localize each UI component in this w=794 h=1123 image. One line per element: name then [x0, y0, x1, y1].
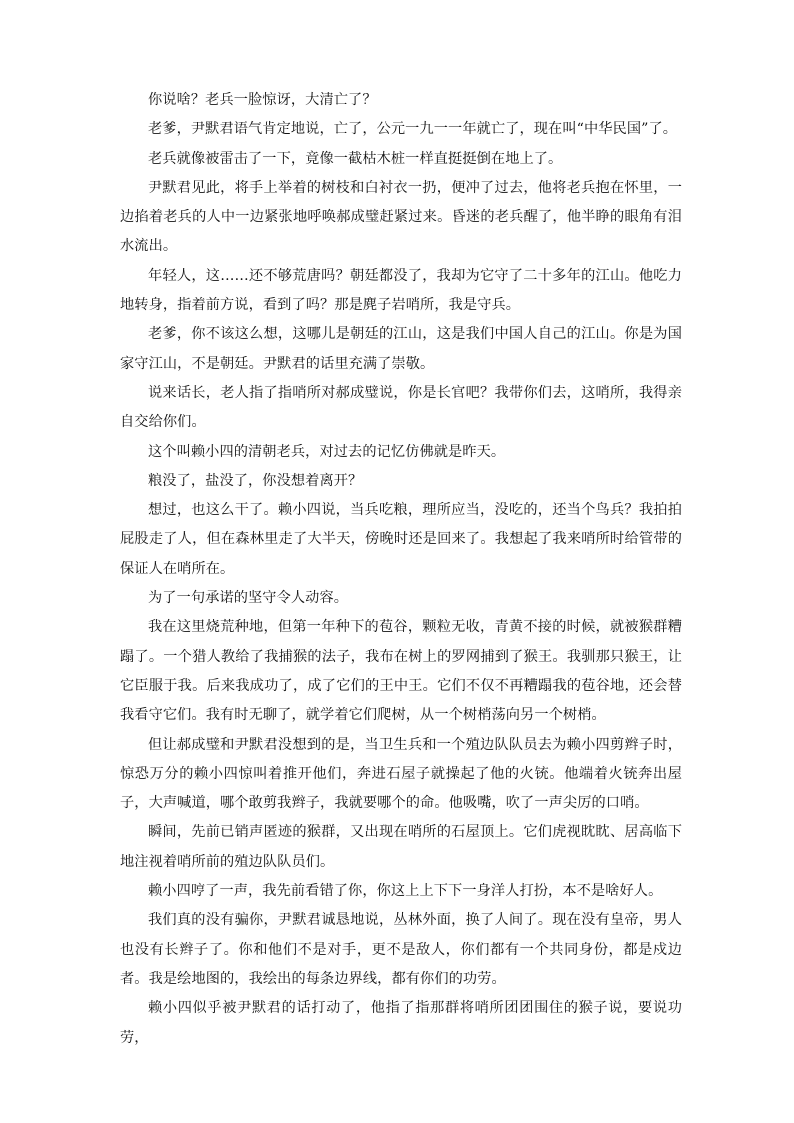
- paragraph: 为了一句承诺的坚守令人动容。: [148, 590, 349, 607]
- paragraph: 赖小四似乎被尹默君的话打动了，他指了指那群将哨所团团围住的猴子说，要说功劳，: [120, 1000, 682, 1046]
- paragraph: 老爹，尹默君语气肯定地说，亡了，公元一九一一年就亡了，现在叫“中华民国”了。: [148, 121, 678, 138]
- paragraph: 想过，也这么干了。赖小四说，当兵吃粮，理所应当，没吃的，还当个鸟兵？我拍拍屁股走了人，但在森林里走了大半天，傍晚时还是回来了。我想起了我来哨所时给管带的保证人在哨所在。: [120, 502, 682, 577]
- paragraph: 粮没了，盐没了，你没想着离开？: [148, 472, 363, 489]
- paragraph: 赖小四哼了一声，我先前看错了你，你这上上下下一身洋人打扮，本不是啥好人。: [148, 883, 663, 900]
- paragraph: 这个叫赖小四的清朝老兵，对过去的记忆仿佛就是昨天。: [148, 443, 506, 460]
- paragraph: 但让郝成璧和尹默君没想到的是，当卫生兵和一个殖边队队员去为赖小四剪辫子时，惊恐万分的赖小四惊叫着推开他们，奔进石屋子就操起了他的火铳。他端着火铳奔出屋子，大声喊道，哪个敢剪我辫子，我就要哪个的命。他吸嘴，吹了一声尖厉的口哨。: [120, 736, 682, 812]
- paragraph: 老爹，你不该这么想，这哪儿是朝廷的江山，这是我们中国人自己的江山。你是为国家守江山，不是朝廷。尹默君的话里充满了崇敬。: [120, 326, 682, 372]
- paragraph: 年轻人，这……还不够荒唐吗？朝廷都没了，我却为它守了二十多年的江山。他吃力地转身，指着前方说，看到了吗？那是麂子岩哨所，我是守兵。: [120, 267, 682, 314]
- paragraph: 尹默君见此，将手上举着的树枝和白衬衣一扔，便冲了过去，他将老兵抱在怀里，一边掐着老兵的人中一边紧张地呼唤郝成璧赶紧过来。昏迷的老兵醒了，他半睁的眼角有泪水流出。: [120, 179, 682, 255]
- paragraph: 我们真的没有骗你，尹默君诚恳地说，丛林外面，换了人间了。现在没有皇帝，男人也没有长辫子了。你和他们不是对手，更不是敌人，你们都有一个共同身份，都是戍边者。我是绘地图的，我绘出的每条边界线，都有你们的功劳。: [120, 912, 682, 987]
- paragraph: 说来话长，老人指了指哨所对郝成璧说，你是长官吧？我带你们去，这哨所，我得亲自交给你们。: [120, 384, 682, 431]
- paragraph: 你说啥？老兵一脸惊讶，大清亡了？: [148, 92, 377, 108]
- paragraph: 瞬间，先前已销声匿迹的猴群，又出现在哨所的石屋顶上。它们虎视眈眈、居高临下地注视着哨所前的殖边队队员们。: [120, 824, 682, 870]
- paragraph: 老兵就像被雷击了一下，竟像一截枯木桩一样直挺挺倒在地上了。: [148, 150, 563, 167]
- paragraph: 我在这里烧荒种地，但第一年种下的苞谷，颗粒无收，青黄不接的时候，就被猴群糟蹋了。一个猎人教给了我捕猴的法子，我布在树上的罗网捕到了猴王。我驯那只猴王，让它臣服于我。后来我成功了，成了它们的王中王。它们不仅不再糟蹋我的苞谷地，还会替我看守它们。我有时无聊了，就学着它们爬树，从一个树梢荡向另一个树梢。: [120, 619, 682, 724]
- document-page: [120, 86, 682, 1053]
